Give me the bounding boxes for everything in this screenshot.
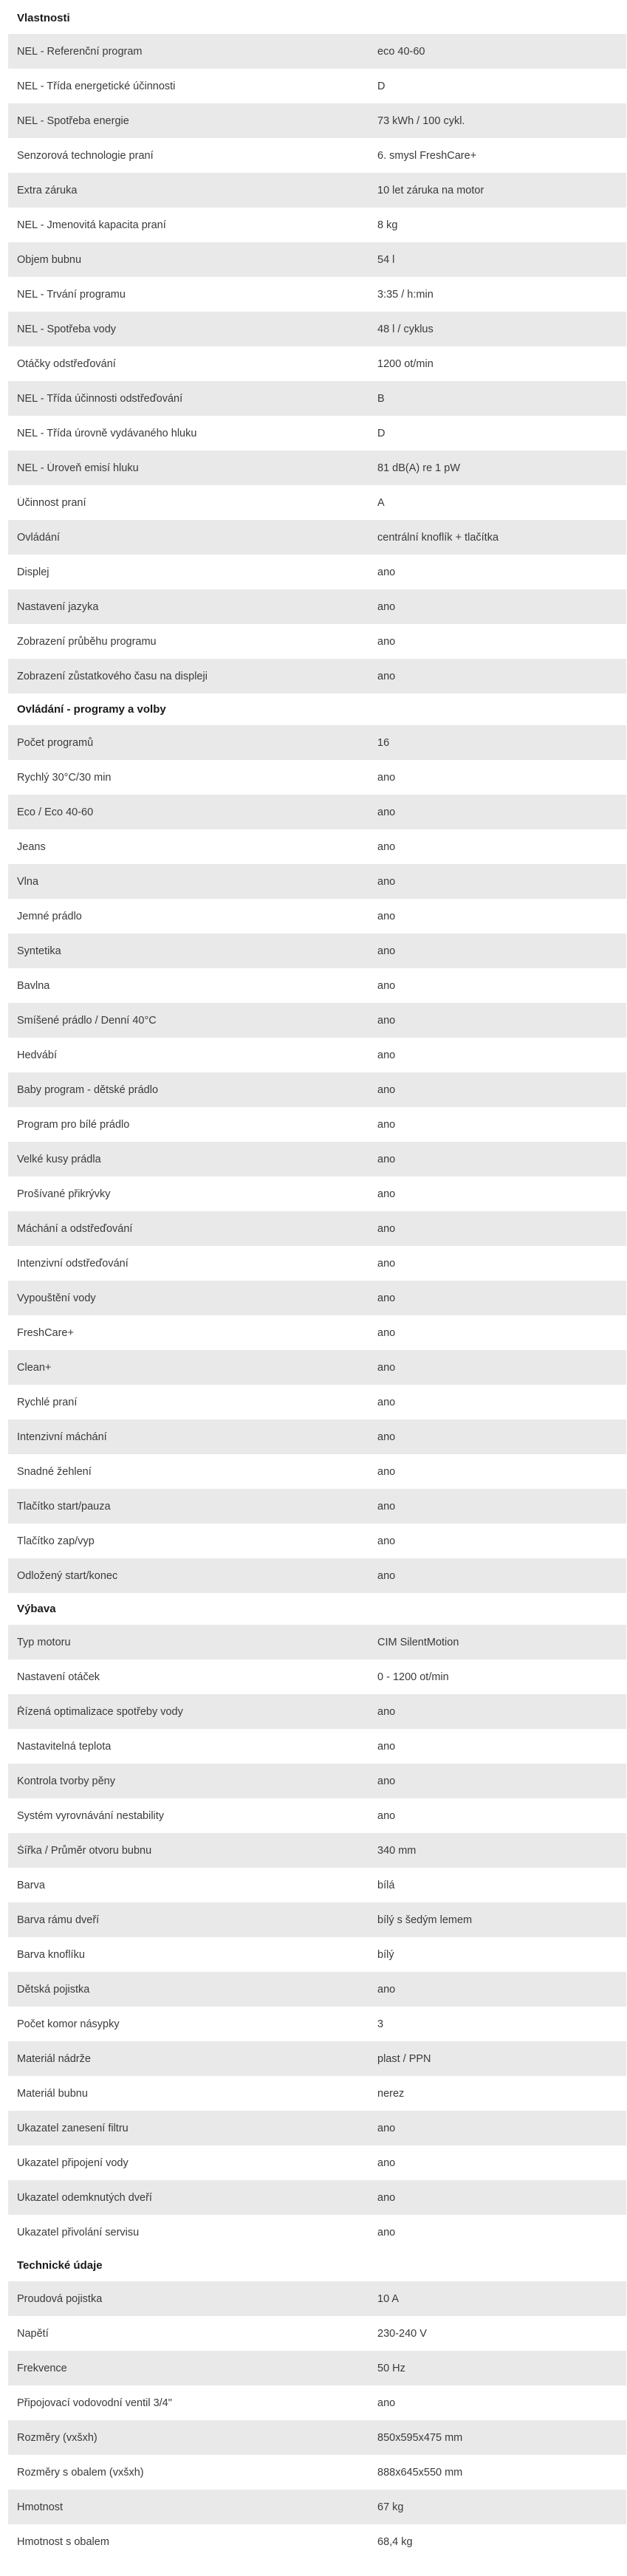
spec-label: Ukazatel připojení vody bbox=[17, 2157, 129, 2169]
spec-row bbox=[8, 1902, 626, 1937]
spec-value: ano bbox=[377, 2122, 396, 2134]
spec-value: B bbox=[377, 392, 385, 405]
spec-row bbox=[8, 346, 626, 381]
spec-row bbox=[8, 1142, 626, 1176]
spec-label: Materiál bubnu bbox=[17, 2087, 88, 2100]
spec-value: 48 l / cyklus bbox=[377, 323, 434, 335]
spec-value: D bbox=[377, 80, 386, 92]
spec-label: Barva bbox=[17, 1879, 45, 1891]
spec-value: 850x595x475 mm bbox=[377, 2431, 463, 2444]
spec-row bbox=[8, 1868, 626, 1902]
spec-label: Připojovací vodovodní ventil 3/4" bbox=[17, 2397, 172, 2409]
spec-value: 67 kg bbox=[377, 2501, 404, 2513]
spec-value: ano bbox=[377, 1361, 396, 1374]
spec-value: ano bbox=[377, 2226, 396, 2238]
spec-row bbox=[8, 1246, 626, 1281]
spec-row bbox=[8, 2455, 626, 2490]
spec-label: Intenzivní odstřeďování bbox=[17, 1257, 129, 1270]
spec-value: A bbox=[377, 496, 385, 509]
spec-value: ano bbox=[377, 1396, 396, 1408]
spec-label: Typ motoru bbox=[17, 1636, 71, 1648]
spec-row bbox=[8, 173, 626, 208]
section-header: Ovládání - programy a volby bbox=[8, 693, 626, 725]
spec-label: Rozměry s obalem (vxšxh) bbox=[17, 2466, 144, 2479]
spec-row bbox=[8, 1833, 626, 1868]
spec-row bbox=[8, 2490, 626, 2524]
spec-row bbox=[8, 589, 626, 624]
spec-row bbox=[8, 624, 626, 659]
spec-label: Účinnost praní bbox=[17, 496, 86, 509]
spec-row bbox=[8, 795, 626, 829]
spec-label: Ukazatel odemknutých dveří bbox=[17, 2191, 152, 2204]
spec-value: ano bbox=[377, 600, 396, 613]
spec-value: ano bbox=[377, 1326, 396, 1339]
spec-label: Rozměry (vxšxh) bbox=[17, 2431, 97, 2444]
spec-label: Clean+ bbox=[17, 1361, 52, 1374]
spec-value: ano bbox=[377, 1983, 396, 1996]
spec-value: nerez bbox=[377, 2087, 405, 2100]
spec-label: Displej bbox=[17, 566, 49, 578]
spec-label: Eco / Eco 40-60 bbox=[17, 806, 94, 818]
spec-value: 54 l bbox=[377, 253, 395, 266]
spec-label: Proudová pojistka bbox=[17, 2292, 103, 2305]
spec-label: Smíšené prádlo / Denní 40°C bbox=[17, 1014, 157, 1027]
spec-row bbox=[8, 1798, 626, 1833]
spec-row bbox=[8, 1211, 626, 1246]
spec-value: ano bbox=[377, 1465, 396, 1478]
spec-label: Frekvence bbox=[17, 2362, 67, 2374]
spec-value: 340 mm bbox=[377, 1844, 417, 1857]
spec-row bbox=[8, 725, 626, 760]
spec-value: ano bbox=[377, 806, 396, 818]
spec-row bbox=[8, 1003, 626, 1038]
spec-value: 73 kWh / 100 cykl. bbox=[377, 114, 465, 127]
spec-row bbox=[8, 2385, 626, 2420]
spec-row bbox=[8, 555, 626, 589]
spec-label: Odložený start/konec bbox=[17, 1569, 118, 1582]
spec-value: ano bbox=[377, 910, 396, 922]
spec-row bbox=[8, 2281, 626, 2316]
spec-value: 0 - 1200 ot/min bbox=[377, 1671, 449, 1683]
spec-value: 3 bbox=[377, 2018, 384, 2030]
spec-row bbox=[8, 760, 626, 795]
spec-value: ano bbox=[377, 840, 396, 853]
spec-row bbox=[8, 1454, 626, 1489]
spec-value: ano bbox=[377, 945, 396, 957]
spec-label: Zobrazení průběhu programu bbox=[17, 635, 157, 648]
spec-row bbox=[8, 520, 626, 555]
spec-label: Ukazatel zanesení filtru bbox=[17, 2122, 129, 2134]
spec-value: 81 dB(A) re 1 pW bbox=[377, 462, 461, 474]
spec-label: Otáčky odstřeďování bbox=[17, 357, 116, 370]
spec-label: Tlačítko zap/vyp bbox=[17, 1535, 95, 1547]
spec-row bbox=[8, 1489, 626, 1524]
spec-label: Jemné prádlo bbox=[17, 910, 82, 922]
spec-value: ano bbox=[377, 1188, 396, 1200]
spec-label: Rychlý 30°C/30 min bbox=[17, 771, 112, 784]
spec-value: ano bbox=[377, 1705, 396, 1718]
spec-label: Vypouštění vody bbox=[17, 1292, 96, 1304]
spec-label: NEL - Referenční program bbox=[17, 45, 143, 58]
spec-row bbox=[8, 1350, 626, 1385]
spec-value: 68,4 kg bbox=[377, 2535, 413, 2548]
spec-row bbox=[8, 1385, 626, 1419]
spec-value: 8 kg bbox=[377, 219, 398, 231]
spec-row bbox=[8, 1694, 626, 1729]
spec-value: plast / PPN bbox=[377, 2052, 431, 2065]
spec-label: Tlačítko start/pauza bbox=[17, 1500, 111, 1513]
spec-row bbox=[8, 1176, 626, 1211]
spec-row bbox=[8, 1937, 626, 1972]
spec-value: ano bbox=[377, 2191, 396, 2204]
spec-row bbox=[8, 2351, 626, 2385]
spec-label: Počet programů bbox=[17, 736, 94, 749]
spec-row bbox=[8, 2180, 626, 2215]
spec-label: Nastavitelná teplota bbox=[17, 1740, 112, 1753]
spec-label: NEL - Spotřeba vody bbox=[17, 323, 117, 335]
spec-label: Vlna bbox=[17, 875, 39, 888]
spec-value: 50 Hz bbox=[377, 2362, 405, 2374]
spec-label: Rychlé praní bbox=[17, 1396, 78, 1408]
section-header: Technické údaje bbox=[8, 2250, 626, 2281]
spec-row bbox=[8, 312, 626, 346]
spec-row bbox=[8, 2111, 626, 2145]
spec-label: FreshCare+ bbox=[17, 1326, 74, 1339]
spec-row bbox=[8, 2215, 626, 2250]
spec-row bbox=[8, 1315, 626, 1350]
spec-value: ano bbox=[377, 1014, 396, 1027]
spec-label: Systém vyrovnávání nestability bbox=[17, 1809, 165, 1822]
spec-value: ano bbox=[377, 771, 396, 784]
spec-row bbox=[8, 1107, 626, 1142]
spec-row bbox=[8, 1419, 626, 1454]
spec-label: Velké kusy prádla bbox=[17, 1153, 101, 1165]
spec-value: ano bbox=[377, 1292, 396, 1304]
spec-value: 888x645x550 mm bbox=[377, 2466, 463, 2479]
spec-value: 16 bbox=[377, 736, 390, 749]
spec-label: NEL - Úroveň emisí hluku bbox=[17, 462, 139, 474]
spec-label: Ovládání bbox=[17, 531, 61, 544]
spec-value: eco 40-60 bbox=[377, 45, 425, 58]
spec-row bbox=[8, 2076, 626, 2111]
spec-value: CIM SilentMotion bbox=[377, 1636, 459, 1648]
spec-label: Nastavení jazyka bbox=[17, 600, 99, 613]
spec-row bbox=[8, 934, 626, 968]
spec-row bbox=[8, 1558, 626, 1593]
spec-label: NEL - Trvání programu bbox=[17, 288, 126, 301]
spec-value: ano bbox=[377, 1222, 396, 1235]
spec-value: ano bbox=[377, 1431, 396, 1443]
spec-value: bílý s šedým lemem bbox=[377, 1914, 473, 1926]
spec-value: ano bbox=[377, 566, 396, 578]
spec-label: Syntetika bbox=[17, 945, 61, 957]
spec-row bbox=[8, 659, 626, 693]
spec-label: Intenzivní máchání bbox=[17, 1431, 107, 1443]
spec-value: 1200 ot/min bbox=[377, 357, 434, 370]
spec-row bbox=[8, 829, 626, 864]
spec-label: Hedvábí bbox=[17, 1049, 58, 1061]
spec-label: Barva knoflíku bbox=[17, 1948, 85, 1961]
spec-row bbox=[8, 864, 626, 899]
spec-value: bílý bbox=[377, 1948, 394, 1961]
spec-row bbox=[8, 968, 626, 1003]
spec-label: NEL - Třída energetické účinnosti bbox=[17, 80, 176, 92]
spec-value: ano bbox=[377, 670, 396, 682]
spec-row bbox=[8, 485, 626, 520]
spec-label: Objem bubnu bbox=[17, 253, 82, 266]
spec-value: ano bbox=[377, 1257, 396, 1270]
specification-table bbox=[8, 0, 626, 2559]
spec-label: Jeans bbox=[17, 840, 46, 853]
spec-label: NEL - Spotřeba energie bbox=[17, 114, 129, 127]
spec-row bbox=[8, 381, 626, 416]
spec-value: 6. smysl FreshCare+ bbox=[377, 149, 477, 162]
spec-label: Hmotnost bbox=[17, 2501, 64, 2513]
spec-label: Hmotnost s obalem bbox=[17, 2535, 109, 2548]
spec-row bbox=[8, 208, 626, 242]
spec-value: 230-240 V bbox=[377, 2327, 427, 2340]
spec-label: Senzorová technologie praní bbox=[17, 149, 154, 162]
spec-value: centrální knoflík + tlačítka bbox=[377, 531, 499, 544]
spec-row bbox=[8, 69, 626, 103]
spec-row bbox=[8, 1524, 626, 1558]
spec-label: Baby program - dětské prádlo bbox=[17, 1083, 159, 1096]
spec-value: ano bbox=[377, 1809, 396, 1822]
spec-row bbox=[8, 1729, 626, 1764]
spec-label: Počet komor násypky bbox=[17, 2018, 120, 2030]
spec-value: ano bbox=[377, 1049, 396, 1061]
spec-value: ano bbox=[377, 1740, 396, 1753]
spec-value: 3:35 / h:min bbox=[377, 288, 434, 301]
section-header: Vlastnosti bbox=[8, 2, 626, 34]
spec-label: Program pro bílé prádlo bbox=[17, 1118, 130, 1131]
spec-value: ano bbox=[377, 1535, 396, 1547]
spec-value: bílá bbox=[377, 1879, 395, 1891]
spec-value: ano bbox=[377, 979, 396, 992]
spec-label: NEL - Třída účinnosti odstřeďování bbox=[17, 392, 183, 405]
spec-value: ano bbox=[377, 635, 396, 648]
spec-row bbox=[8, 242, 626, 277]
spec-row bbox=[8, 1038, 626, 1072]
spec-value: D bbox=[377, 427, 386, 439]
spec-label: Dětská pojistka bbox=[17, 1983, 90, 1996]
spec-value: ano bbox=[377, 1500, 396, 1513]
spec-row bbox=[8, 2524, 626, 2559]
spec-value: ano bbox=[377, 2397, 396, 2409]
spec-value: ano bbox=[377, 1083, 396, 1096]
spec-value: ano bbox=[377, 2157, 396, 2169]
spec-value: ano bbox=[377, 1569, 396, 1582]
section-header: Výbava bbox=[8, 1593, 626, 1625]
spec-label: Kontrola tvorby pěny bbox=[17, 1775, 115, 1787]
spec-row bbox=[8, 2316, 626, 2351]
spec-row bbox=[8, 2041, 626, 2076]
spec-row bbox=[8, 2007, 626, 2041]
spec-label: Nastavení otáček bbox=[17, 1671, 100, 1683]
spec-value: ano bbox=[377, 875, 396, 888]
spec-row bbox=[8, 1072, 626, 1107]
spec-row bbox=[8, 416, 626, 451]
spec-value: ano bbox=[377, 1775, 396, 1787]
spec-label: Bavlna bbox=[17, 979, 50, 992]
spec-label: NEL - Jmenovitá kapacita praní bbox=[17, 219, 166, 231]
spec-row bbox=[8, 2145, 626, 2180]
spec-value: ano bbox=[377, 1153, 396, 1165]
spec-row bbox=[8, 1659, 626, 1694]
spec-label: Máchání a odstřeďování bbox=[17, 1222, 133, 1235]
spec-label: Snadné žehlení bbox=[17, 1465, 92, 1478]
spec-label: Materiál nádrže bbox=[17, 2052, 91, 2065]
spec-row bbox=[8, 34, 626, 69]
spec-label: Ukazatel přivolání servisu bbox=[17, 2226, 140, 2238]
spec-label: Řízená optimalizace spotřeby vody bbox=[17, 1705, 183, 1718]
spec-value: 10 A bbox=[377, 2292, 400, 2305]
spec-row bbox=[8, 451, 626, 485]
spec-row bbox=[8, 1764, 626, 1798]
spec-row bbox=[8, 1972, 626, 2007]
spec-label: Šířka / Průměr otvoru bubnu bbox=[17, 1844, 152, 1857]
spec-row bbox=[8, 103, 626, 138]
spec-value: 10 let záruka na motor bbox=[377, 184, 484, 196]
spec-label: Extra záruka bbox=[17, 184, 78, 196]
spec-row bbox=[8, 1281, 626, 1315]
spec-label: Zobrazení zůstatkového času na displeji bbox=[17, 670, 208, 682]
spec-label: Barva rámu dveří bbox=[17, 1914, 100, 1926]
spec-label: Napětí bbox=[17, 2327, 49, 2340]
spec-row bbox=[8, 1625, 626, 1659]
spec-row bbox=[8, 2420, 626, 2455]
spec-label: NEL - Třída úrovně vydávaného hluku bbox=[17, 427, 197, 439]
spec-value: ano bbox=[377, 1118, 396, 1131]
spec-row bbox=[8, 138, 626, 173]
spec-row bbox=[8, 899, 626, 934]
spec-row bbox=[8, 277, 626, 312]
spec-label: Prošívané přikrývky bbox=[17, 1188, 111, 1200]
